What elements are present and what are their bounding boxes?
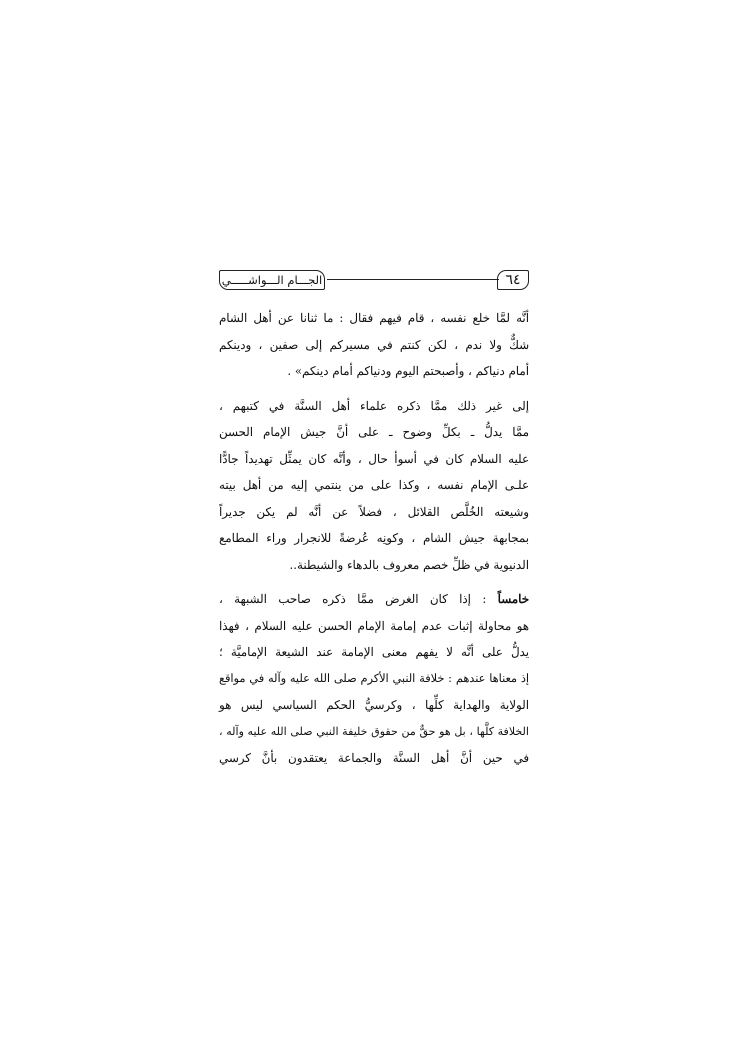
page-body [219,305,529,772]
text-line: الخلافة كلَّها ، بل هو حقٌّ من حقوق خليفة النبي صلى الله عليه وآله ، [219,724,529,738]
book-title: الجـــام الـــواشـــــي [219,270,325,290]
text-line: هو محاولة إثبات عدم إمامة الإمام الحسن عليه السلام ، فهذا [219,618,529,633]
page-number: ٦٤ [497,270,529,290]
text-line [219,586,529,613]
text-line: عليه السلام كان في أسوأ حال ، وأنَّه كان يمثِّل تهديداً جادًّا [219,451,529,466]
paragraph-2 [219,393,529,579]
text-line: علـى الإمام نفسه ، وكذا على من ينتمي إليه من أهل بيته [219,478,529,492]
text-line: أنَّه لمَّا خلع نفسه ، قام فيهم فقال : ما ثنانا عن أهل الشام [219,311,529,325]
paragraph-3 [219,586,529,772]
text-line: أمام دنياكم ، وأصبحتم اليوم ودنياكم أمام دينكم» . [287,364,529,378]
text-line: بمجابهة جيش الشام ، وكونِه عُرضةً للانجرار وراء المطامع [219,531,529,545]
text-line: الولاية والهداية كلِّها ، وكرسيُّ الحكم السياسي ليس هو [219,698,529,712]
text-line: إلى غير ذلك ممَّا ذكره علماء أهل السنَّة في كتبهم ، [219,398,529,413]
text-line: إذ معناها عندهم : خلافة النبي الأكرم صلى الله عليه وآله في مواقع [219,671,529,685]
text-line: يدلُّ على أنَّه لا يفهم معنى الإمامة عند الشيعة الإماميَّة ؛ [219,645,529,659]
text-line: ممَّا يدلُّ ـ بكلِّ وضوح ـ على أنَّ جيش الإمام الحسن [219,425,529,439]
text-line-rest: : إذا كان الغرض ممَّا ذكره صاحب الشبهة ، [219,592,487,606]
header-rule [327,279,499,280]
text-line: وشيعته الخُلَّص القلائل ، فضلاً عن أنَّه لم يكن جديراً [219,504,529,519]
paragraph-lead: خامساً [497,592,529,606]
text-line: الدنيوية في ظلِّ خصم معروف بالدهاء والشيطنة.. [289,557,529,572]
paragraph-1 [219,305,529,385]
text-line: شكٌّ ولا ندم ، لكن كنتم في مسيركم إلى صفين ، ودينكم [219,337,529,352]
running-header [219,264,529,294]
text-line: في حين أنَّ أهل السنَّة والجماعة يعتقدون بأنَّ كرسي [219,751,529,765]
